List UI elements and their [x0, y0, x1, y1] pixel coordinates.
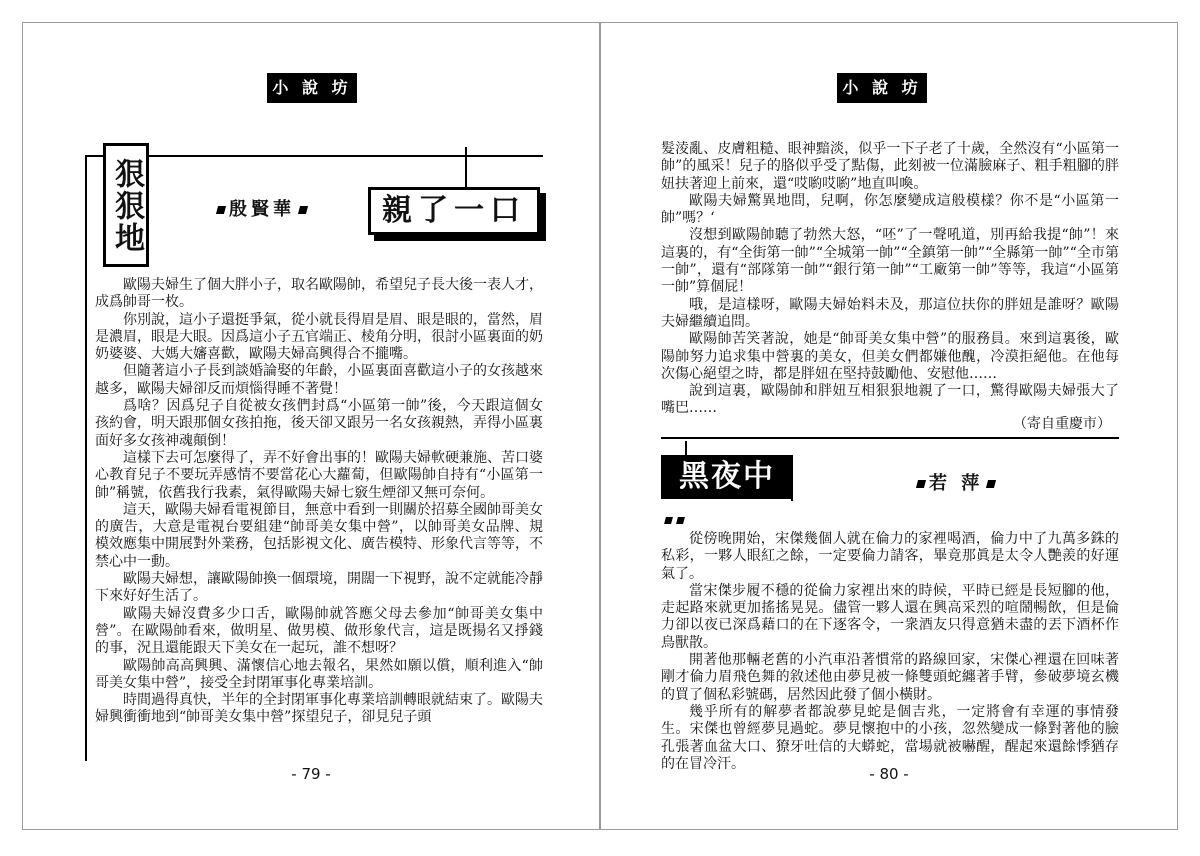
story-body-bottom [661, 531, 1119, 773]
square-bullet-icon [298, 206, 308, 214]
paragraph: 歐陽夫婦驚異地問，兒啊，你怎麼變成這般模樣？你不是“小區第一帥”嗎？‘ [661, 192, 1119, 227]
paragraph: 當宋傑步履不穩的從倫力家裡出來的時候，平時已經是長短腳的他，走起路來就更加搖搖晃晃。儘管一夥人還在興高采烈的喧鬧暢飲，但是倫力卻以夜已深爲藉口的在下逐客令，一衆酒友只得意猶未盡的丟下酒杯作鳥獸散。 [661, 582, 1119, 651]
left-margin-rule [85, 155, 87, 761]
square-bullet-icon [916, 480, 926, 488]
vertical-title: 狠狠地 [103, 143, 149, 267]
paragraph: 開著他那輛老舊的小汽車沿著慣常的路線回家，宋傑心裡還在回味著剛才倫力眉飛色舞的敘述他由夢見被一條雙頭蛇纏著手臂，參破夢境玄機的買了個私彩號碼，居然因此發了個小橫財。 [661, 652, 1119, 703]
story-source: （寄自重慶市） [1013, 416, 1111, 432]
decorative-square-icon [664, 517, 673, 524]
paragraph: 這樣下去可怎麼得了，弄不好會出事的！歐陽夫婦軟硬兼施、苦口婆心教育兒子不要玩弄感情不要當花心大蘿蔔，但歐陽帥自持有“小區第一帥”稱號，依舊我行我素，氣得歐陽夫婦七竅生煙卻又無可奈何。 [95, 449, 543, 501]
section-rule [661, 437, 1119, 439]
story-body-top [661, 141, 1119, 418]
paragraph: 從傍晚開始，宋傑幾個人就在倫力的家裡喝酒，倫力中了九萬多銖的私彩，一夥人眼紅之餘，一定要倫力請客，畢竟那眞是太令人艷羨的好運氣了。 [661, 531, 1119, 582]
author-byline-2 [913, 469, 999, 495]
paragraph: 說到這裏，歐陽帥和胖妞互相狠狠地親了一口，驚得歐陽夫婦張大了嘴巴…… [661, 383, 1119, 417]
author-name-2: 若 萍 [929, 473, 984, 494]
paragraph: 爲啥？因爲兒子自從被女孩們封爲“小區第一帥”後，今天跟這個女孩約會，明天跟那個女孩拍拖，後天卻又跟另一名女孩親熱，弄得小區裏面好多女孩神魂顛倒！ [95, 398, 543, 449]
left-page [22, 22, 600, 830]
paragraph: 歐陽帥苦笑著說，她是“帥哥美女集中營”的服務員。來到這裏後，歐陽帥努力追求集中營裏的美女，但美女們都嫌他醜，冷漠拒絕他。在他每次傷心絕望之時，都是胖妞在堅持鼓勵他、安慰他…… [661, 331, 1119, 382]
paragraph: 歐陽夫婦想，讓歐陽帥換一個環境，開闊一下視野，說不定就能冷靜下來好好生活了。 [95, 571, 543, 605]
story-title: 親了一口 [368, 187, 540, 235]
square-bullet-icon [216, 206, 226, 214]
paragraph: 時間過得真快，半年的全封閉軍事化專業培訓轉眼就結束了。歐陽夫婦興衝衝地到“帥哥美女集中營”探望兒子，卻見兒子頭 [95, 692, 543, 726]
title-top-rule [149, 155, 543, 157]
author-byline [213, 195, 311, 221]
story-title-2: 黑夜中 [661, 455, 793, 499]
author-name: 殷賢華 [229, 199, 295, 220]
square-bullet-icon [986, 480, 996, 488]
paragraph: 沒想到歐陽帥聽了勃然大怒，“呸”了一聲吼道，別再給我提“帥”！來這裏的，有“全街第一帥”“全城第一帥”“全鎮第一帥”“全縣第一帥”“全市第一帥”，還有“部隊第一帥”“銀行第一帥”“工廠第一帥”等等，我這“小區第一帥”算個屁！ [661, 227, 1119, 296]
paragraph: 歐陽帥高高興興、滿懷信心地去報名，果然如願以償，順利進入“帥哥美女集中營”，接受全封閉軍事化專業培訓。 [95, 657, 543, 691]
paragraph: 這天，歐陽夫婦看電視節目，無意中看到一則關於招募全國帥哥美女的廣告，大意是電視台要組建“帥哥美女集中營”，以帥哥美女品牌、規模效應集中開展對外業務，包括影視文化、廣告模特、形象代言等等，不禁心中一動。 [95, 501, 543, 570]
column-header: 小 說 坊 [267, 73, 357, 103]
title-divider-line [465, 147, 467, 189]
column-header: 小 說 坊 [837, 73, 927, 103]
paragraph: 髮淩亂、皮膚粗糙、眼神黯淡，似乎一下子老了十歲，全然沒有“小區第一帥”的風采！兒子的胳似乎受了點傷，此刻被一位滿臉麻子、粗手粗腳的胖妞扶著迎上前來，還“哎喲哎喲”地直叫喚。 [661, 141, 1119, 192]
paragraph: 歐陽夫婦沒費多少口舌，歐陽帥就答應父母去參加“帥哥美女集中營”。在歐陽帥看來，做明星、做男模、做形象代言，這是既揚名又掙錢的事，況且還能跟天下美女在一起玩，誰不想呀？ [95, 605, 543, 657]
paragraph: 你別說，這小子還挺爭氣，從小就長得眉是眉、眼是眼的，當然，眉是濃眉，眼是大眼。因爲這小子五官端正、棱角分明，很討小區裏面的奶奶婆婆、大媽大嬸喜歡，歐陽夫婦高興得合不攏嘴。 [95, 311, 543, 363]
paragraph: 歐陽夫婦生了個大胖小子，取名歐陽帥，希望兒子長大後一表人才，成爲帥哥一枚。 [95, 277, 543, 311]
page-number: - 80 - [869, 765, 909, 783]
paragraph: 但隨著這小子長到談婚論娶的年齡，小區裏面喜歡這小子的女孩越來越多，歐陽夫婦卻反而煩惱得睡不著覺！ [95, 363, 543, 397]
right-page [600, 22, 1178, 830]
paragraph: 哦，是這樣呀，歐陽夫婦始料未及，那這位扶你的胖妞是誰呀？歐陽夫婦繼續追問。 [661, 296, 1119, 330]
decorative-square-icon [676, 517, 685, 524]
page-number: - 79 - [291, 765, 331, 783]
story-body-left [95, 277, 543, 727]
paragraph: 幾乎所有的解夢者都說夢見蛇是個吉兆，一定將會有幸運的事情發生。宋傑也曾經夢見過蛇。夢見懷抱中的小孩，忽然變成一條對著他的臉孔張著血盆大口、獠牙吐信的大蟒蛇，當場就被嚇醒，醒起來還餘悸猶存的在冒冷汗。 [661, 703, 1119, 772]
left-margin-tick [85, 155, 103, 157]
